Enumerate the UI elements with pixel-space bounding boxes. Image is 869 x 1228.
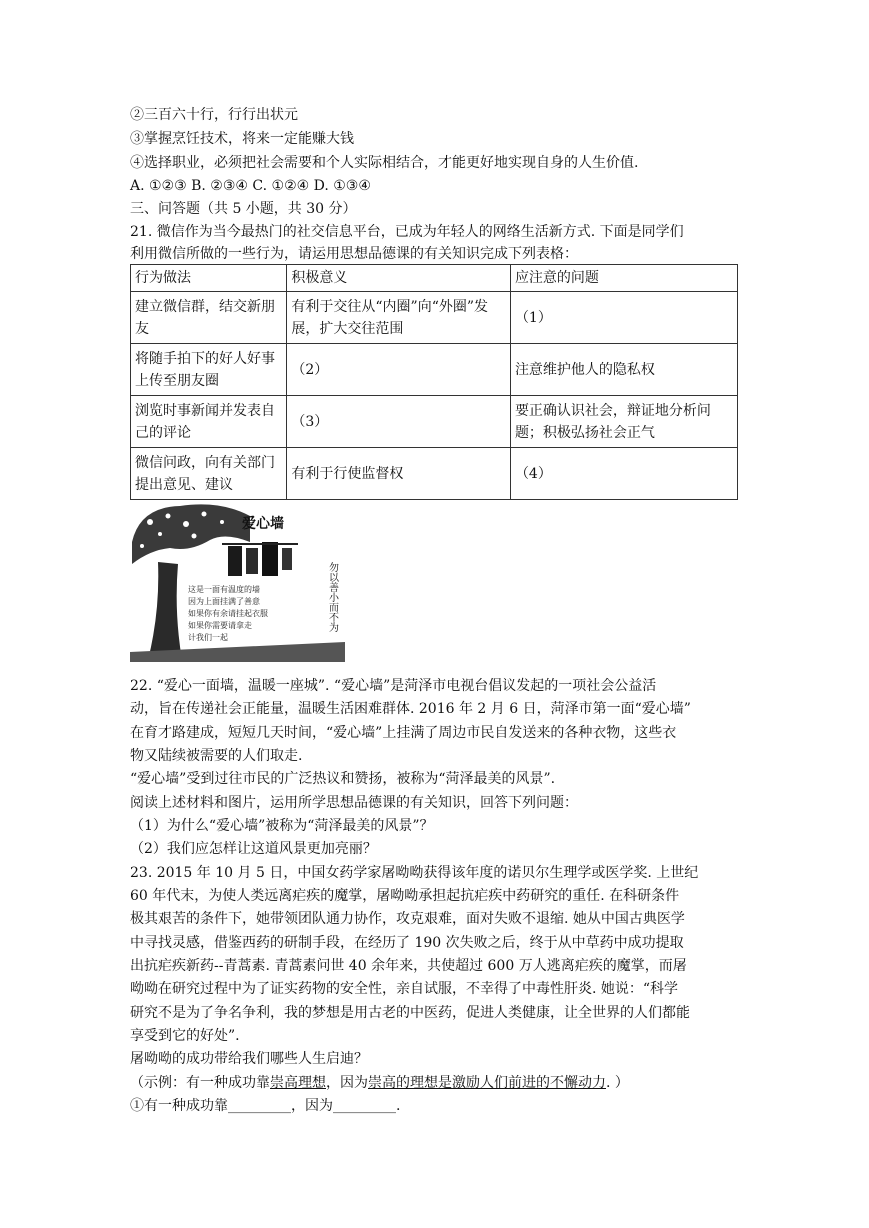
picture-title: 爱心墙: [242, 516, 284, 532]
q22-line-7: （1）为什么“爱心墙”被称为“菏泽最美的风景”？: [130, 818, 434, 834]
q23-example: [130, 1074, 629, 1092]
table-cell: 微信问政，向有关部门提出意见、建议: [131, 448, 287, 500]
table-cell: 有利于行使监督权: [287, 448, 511, 500]
option-2: ②三百六十行，行行出状元: [130, 107, 298, 123]
q22-line-8: （2）我们应怎样让这道风景更加亮丽？: [130, 841, 377, 857]
q23-line-1: 23. 2015 年 10 月 5 日，中国女药学家屠呦呦获得该年度的诺贝尔生理学或医学奖. 上世纪: [130, 865, 699, 881]
header-cell: 行为做法: [131, 265, 287, 292]
q23-line-4: 中寻找灵感，借鉴西药的研制手段，在经历了 190 次失败之后，终于从中草药中成功提取: [130, 935, 684, 951]
table-row: [131, 344, 738, 396]
q21-line-2: 利用微信所做的一些行为，请运用思想品德课的有关知识完成下列表格：: [130, 246, 578, 262]
example-underline-2: 崇高的理想是激励人们前进的不懈动力: [368, 1075, 606, 1091]
q23-line-2: 60 年代末，为使人类远离疟疾的魔掌，屠呦呦承担起抗疟疾中药研究的重任. 在科研条件: [130, 888, 680, 904]
q22-line-4: 物又陆续被需要的人们取走.: [130, 748, 303, 764]
q23-line-6: 呦呦在研究过程中为了证实药物的安全性，亲自试服，不幸得了中毒性肝炎. 她说：“科学: [130, 981, 679, 997]
q22-line-1: 22. “爱心一面墙，温暖一座城”. “爱心墙”是菏泽市电视台倡议发起的一项社会公益活: [130, 678, 657, 694]
q21-table: [130, 264, 738, 500]
table-cell: 将随手拍下的好人好事上传至朋友圈: [131, 344, 287, 396]
picture-side-text: 勿以善小而不为: [326, 562, 338, 632]
table-row: [131, 448, 738, 500]
q21-line-1: 21. 微信作为当今最热门的社交信息平台，已成为年轻人的网络生活新方式. 下面是同学们: [130, 224, 684, 240]
q23-line-8: 享受到它的好处”.: [130, 1028, 240, 1044]
picture-note-line: 因为上面挂满了善意: [188, 597, 260, 606]
table-header-row: [131, 265, 738, 292]
example-suffix: . ）: [606, 1075, 629, 1091]
option-3: ③掌握烹饪技术，将来一定能赚大钱: [130, 131, 354, 147]
table-cell: 浏览时事新闻并发表自己的评论: [131, 396, 287, 448]
example-prefix: （示例：有一种成功靠: [130, 1075, 270, 1091]
q22-line-3: 在育才路建成，短短几天时间，“爱心墙”上挂满了周边市民自发送来的各种衣物，这些衣: [130, 725, 677, 741]
q22-line-2: 动，旨在传递社会正能量，温暖生活困难群体. 2016 年 2 月 6 日，菏泽市第一面“爱心墙”: [130, 701, 691, 717]
option-4: ④选择职业，必须把社会需要和个人实际相结合，才能更好地实现自身的人生价值.: [130, 155, 639, 171]
q23-line-3: 极其艰苦的条件下，她带领团队通力协作，攻克艰难，面对失败不退缩. 她从中国古典医学: [130, 911, 685, 927]
table-cell: （1）: [510, 292, 737, 344]
header-cell: 积极意义: [287, 265, 511, 292]
q23-line-7: 研究不是为了争名争利，我的梦想是用古老的中医药，促进人类健康，让全世界的人们都能: [130, 1005, 690, 1021]
table-cell: 注意维护他人的隐私权: [510, 344, 737, 396]
table-cell: （2）: [287, 344, 511, 396]
q23-line-5: 出抗疟疾新药--青蒿素. 青蒿素问世 40 余年来，共使超过 600 万人逃离疟疾的魔掌，而屠: [130, 958, 687, 974]
section-title: 三、问答题（共 5 小题，共 30 分）: [130, 201, 357, 217]
table-cell: （4）: [510, 448, 737, 500]
table-cell: 建立微信群，结交新朋友: [131, 292, 287, 344]
q22-line-6: 阅读上述材料和图片，运用所学思想品德课的有关知识，回答下列问题：: [130, 795, 578, 811]
example-mid: ，因为: [326, 1075, 368, 1091]
q23-blank-line: ①有一种成功靠_________，因为_________.: [130, 1098, 401, 1114]
picture-note-line: 如果你有余请挂起衣服: [188, 609, 268, 618]
q23-line-9: 屠呦呦的成功带给我们哪些人生启迪？: [130, 1051, 368, 1067]
picture-note-line: 如果你需要请拿走: [188, 621, 252, 630]
answer-choices: A. ①②③ B. ②③④ C. ①②④ D. ①③④: [130, 178, 371, 194]
love-wall-picture: [130, 502, 345, 662]
example-underline-1: 崇高理想: [270, 1075, 326, 1091]
header-cell: 应注意的问题: [510, 265, 737, 292]
table-row: [131, 292, 738, 344]
q22-line-5: “爱心墙”受到过往市民的广泛热议和赞扬，被称为“菏泽最美的风景”.: [130, 771, 556, 787]
table-cell: 要正确认识社会，辩证地分析问题；积极弘扬社会正气: [510, 396, 737, 448]
table-cell: （3）: [287, 396, 511, 448]
table-cell: 有利于交往从“内圈”向“外圈”发展，扩大交往范围: [287, 292, 511, 344]
table-row: [131, 396, 738, 448]
picture-note-line: 这是一面有温度的墙: [188, 585, 260, 594]
picture-note-line: 计我们一起: [188, 633, 228, 642]
